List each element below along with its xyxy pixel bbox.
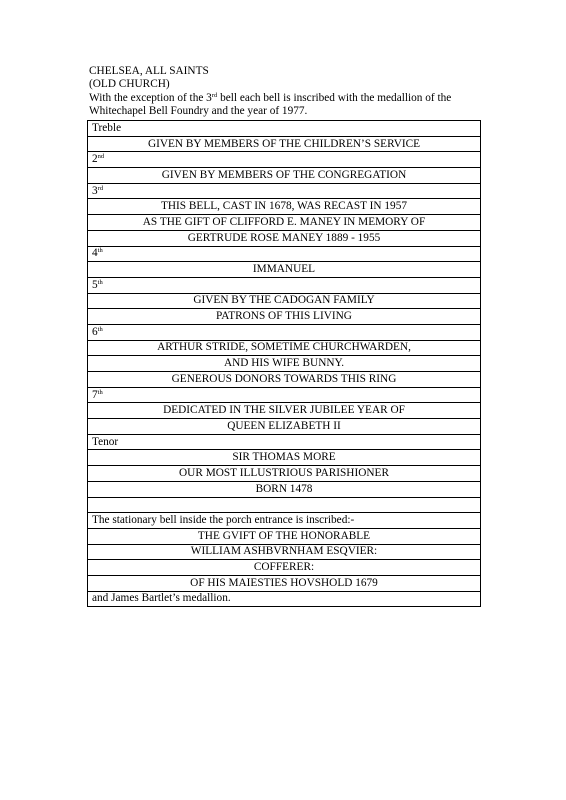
bell-inscriptions-table	[87, 120, 481, 607]
superscript: th	[97, 325, 103, 333]
intro-text-part: With the exception of the 3	[89, 91, 212, 104]
table-row	[88, 230, 481, 246]
table-row	[88, 199, 481, 215]
intro-block	[89, 65, 489, 119]
inscription-text: OF HIS MAIESTIES HOVSHOLD 1679	[190, 576, 378, 589]
table-row	[88, 356, 481, 372]
inscription-cell	[88, 419, 481, 435]
inscription-cell	[88, 136, 481, 152]
table-row	[88, 560, 481, 576]
bell-label: Tenor	[92, 435, 119, 448]
inscription-cell	[88, 450, 481, 466]
table-row	[88, 403, 481, 419]
inscription-cell	[88, 262, 481, 278]
inscription-cell	[88, 293, 481, 309]
table-row	[88, 136, 481, 152]
inscription-text: WILLIAM ASHBVRNHAM ESQVIER:	[190, 545, 378, 558]
blank-cell	[88, 497, 481, 513]
table-row	[88, 277, 481, 293]
superscript: th	[97, 278, 103, 286]
bell-label: 7	[92, 388, 98, 401]
table-row	[88, 575, 481, 591]
inscription-cell	[88, 356, 481, 372]
inscription-cell	[88, 466, 481, 482]
table-row	[88, 152, 481, 168]
table-row	[88, 419, 481, 435]
inscription-text: AS THE GIFT OF CLIFFORD E. MANEY IN MEMORY OF	[142, 215, 426, 228]
inscription-text: BORN 1478	[255, 482, 313, 495]
bell-label: 2	[92, 153, 98, 166]
inscription-text: PATRONS OF THIS LIVING	[216, 310, 352, 323]
bell-label: 3	[92, 184, 98, 197]
table-row	[88, 262, 481, 278]
inscription-text: ARTHUR STRIDE, SOMETIME CHURCHWARDEN,	[157, 341, 411, 354]
bell-label: The stationary bell inside the porch entrance is inscribed:-	[92, 514, 355, 527]
inscription-cell	[88, 544, 481, 560]
table-row	[88, 497, 481, 513]
bell-label: 5	[92, 278, 98, 291]
bell-rows	[88, 121, 481, 607]
table-row	[88, 340, 481, 356]
inscription-cell	[88, 481, 481, 497]
inscription-text: QUEEN ELIZABETH II	[227, 419, 341, 432]
table-row	[88, 434, 481, 450]
inscription-cell	[88, 340, 481, 356]
superscript: rd	[211, 91, 218, 99]
table-row	[88, 183, 481, 199]
inscription-cell	[88, 372, 481, 388]
inscription-cell	[88, 560, 481, 576]
inscription-text: GIVEN BY MEMBERS OF THE CHILDREN’S SERVICE	[147, 137, 421, 150]
bell-label-cell	[88, 183, 481, 199]
bell-label-cell	[88, 277, 481, 293]
inscription-text: THIS BELL, CAST IN 1678, WAS RECAST IN 1957	[160, 200, 408, 213]
inscription-text: SIR THOMAS MORE	[232, 451, 336, 464]
bell-label: 6	[92, 325, 98, 338]
bell-label-cell	[88, 387, 481, 403]
inscription-cell	[88, 215, 481, 231]
bell-label-cell	[88, 324, 481, 340]
inscription-text: GENEROUS DONORS TOWARDS THIS RING	[171, 372, 397, 385]
bell-label-cell	[88, 246, 481, 262]
bell-label: 4	[92, 247, 98, 260]
inscription-text: AND HIS WIFE BUNNY.	[223, 357, 345, 370]
table-row	[88, 481, 481, 497]
bell-label-cell	[88, 591, 481, 607]
inscription-text: COFFERER:	[253, 561, 315, 574]
church-subtitle: (OLD CHURCH)	[89, 78, 170, 91]
inscription-text: GIVEN BY MEMBERS OF THE CONGREGATION	[161, 168, 407, 181]
table-row	[88, 591, 481, 607]
bell-label: and James Bartlet’s medallion.	[92, 592, 231, 605]
table-row	[88, 215, 481, 231]
inscription-text: OUR MOST ILLUSTRIOUS PARISHIONER	[179, 466, 389, 479]
bell-label-cell	[88, 513, 481, 529]
inscription-text: IMMANUEL	[252, 263, 316, 276]
table-row	[88, 309, 481, 325]
inscription-cell	[88, 575, 481, 591]
table-row	[88, 293, 481, 309]
church-name: CHELSEA, ALL SAINTS	[89, 65, 209, 77]
inscription-text: DEDICATED IN THE SILVER JUBILEE YEAR OF	[163, 404, 405, 417]
table-row	[88, 513, 481, 529]
table-row	[88, 324, 481, 340]
superscript: rd	[97, 184, 104, 192]
inscription-cell	[88, 528, 481, 544]
intro-text-line	[89, 92, 489, 105]
table-row	[88, 466, 481, 482]
table-row	[88, 387, 481, 403]
superscript: nd	[97, 153, 105, 161]
table-row	[88, 544, 481, 560]
table-row	[88, 246, 481, 262]
superscript: th	[97, 388, 103, 396]
table-row	[88, 121, 481, 137]
table-row	[88, 168, 481, 184]
inscription-text: GERTRUDE ROSE MANEY 1889 - 1955	[187, 231, 381, 244]
table-row	[88, 450, 481, 466]
intro-text-part: bell each bell is inscribed with the medallion of the	[217, 91, 452, 104]
inscription-cell	[88, 403, 481, 419]
table-row	[88, 528, 481, 544]
inscription-text: GIVEN BY THE CADOGAN FAMILY	[193, 294, 375, 307]
inscription-cell	[88, 168, 481, 184]
bell-label-cell	[88, 121, 481, 137]
bell-label-cell	[88, 152, 481, 168]
inscription-cell	[88, 199, 481, 215]
inscription-cell	[88, 309, 481, 325]
inscription-cell	[88, 230, 481, 246]
bell-label: Treble	[92, 121, 122, 134]
table-row	[88, 372, 481, 388]
intro-text-line: Whitechapel Bell Foundry and the year of 1977.	[89, 105, 308, 118]
inscription-text: THE GVIFT OF THE HONORABLE	[197, 529, 371, 542]
bell-label-cell	[88, 434, 481, 450]
superscript: th	[97, 247, 103, 255]
